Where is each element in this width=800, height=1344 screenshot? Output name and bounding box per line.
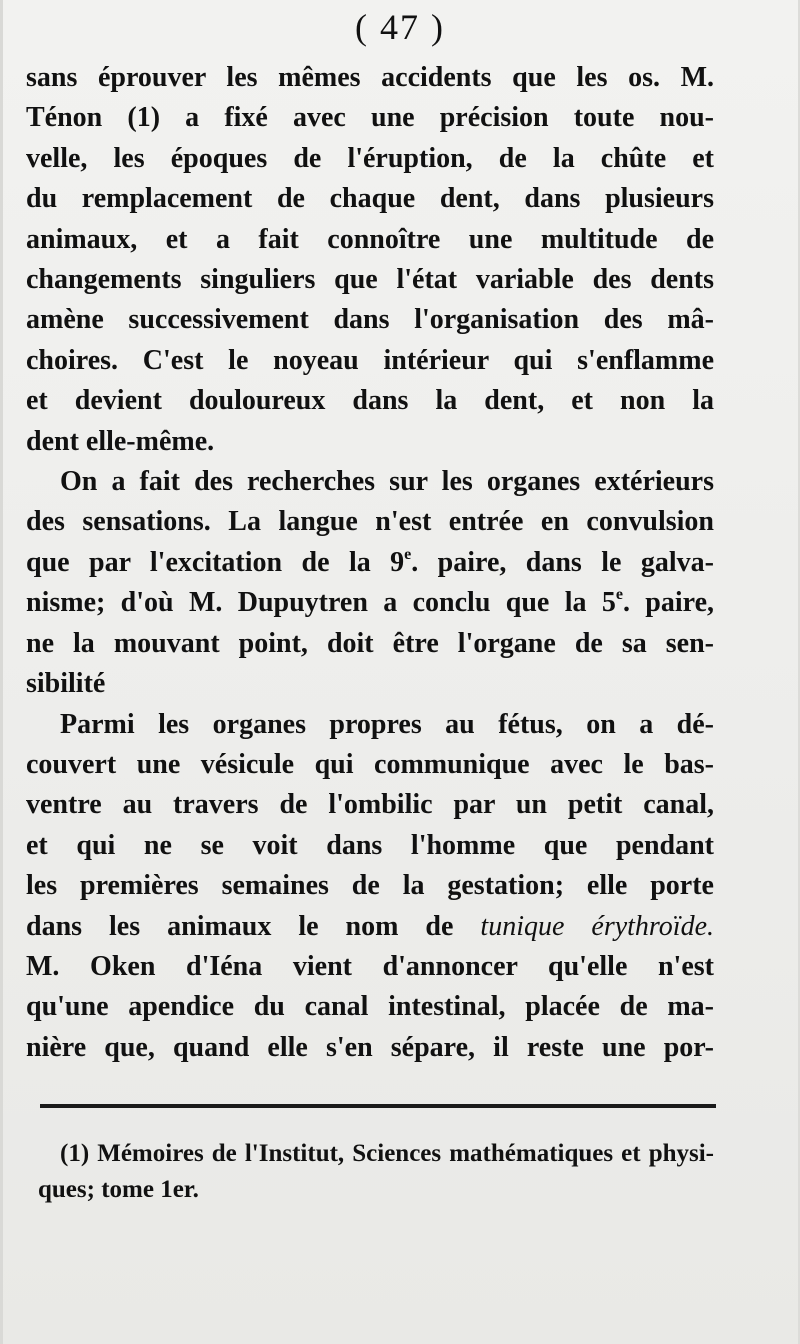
text-line: ventre au travers de l'ombilic par un petit canal, (26, 789, 714, 821)
footnote-line: ques; tome 1er. (38, 1176, 199, 1203)
text-line: du remplacement de chaque dent, dans plusieurs (26, 183, 714, 215)
footnote-rule (40, 1104, 716, 1108)
page-number: ( 47 ) (355, 7, 445, 47)
text-line: amène successivement dans l'organisation des mâ- (26, 304, 714, 336)
text-line: les premières semaines de la gestation; elle porte (26, 870, 714, 902)
text-line: et qui ne se voit dans l'homme que pendant (26, 829, 714, 861)
text-line: sibilité (26, 668, 106, 700)
text-line: et devient douloureux dans la dent, et non la (26, 385, 714, 417)
text-line: On a fait des recherches sur les organes extérieurs (60, 466, 714, 498)
text-segment: que par l'excitation de la 9 (26, 546, 405, 578)
italic-term: tunique érythroïde. (480, 910, 714, 942)
text-line: sans éprouver les mêmes accidents que les os. M. (26, 62, 714, 93)
text-line: choires. C'est le noyeau intérieur qui s'enflamme (26, 344, 714, 376)
superscript: e (404, 545, 412, 563)
text-segment: nisme; d'où M. Dupuytren a conclu que la 5 (26, 587, 616, 619)
text-line: animaux, et a fait connoître une multitude de (26, 223, 714, 255)
text-line (26, 907, 714, 947)
text-line: Parmi les organes propres au fétus, on a dé- (60, 708, 714, 740)
text-line: couvert une vésicule qui communique avec le bas- (26, 748, 714, 780)
footnote-line: (1) Mémoires de l'Institut, Sciences mathématiques et physi- (60, 1140, 714, 1167)
text-line: des sensations. La langue n'est entrée en convulsion (26, 506, 714, 538)
main-text (26, 58, 714, 1068)
paragraph-1 (26, 58, 714, 462)
text-line: dent elle-même. (26, 425, 215, 457)
footnote (38, 1136, 714, 1208)
text-line: changements singuliers que l'état variable des dents (26, 264, 714, 296)
superscript: e (615, 586, 623, 604)
text-line: velle, les époques de l'éruption, de la chûte et (26, 142, 714, 174)
paragraph-3 (26, 705, 714, 1069)
text-segment: dans les animaux le nom de (26, 910, 481, 942)
text-segment: . paire, (622, 587, 714, 619)
text-line: Ténon (1) a fixé avec une précision toute nou- (26, 102, 714, 134)
text-line: qu'une apendice du canal intestinal, placée de ma- (26, 991, 714, 1023)
text-line (26, 583, 714, 623)
text-line: ne la mouvant point, doit être l'organe de sa sen- (26, 627, 714, 659)
text-segment: . paire, dans le galva- (411, 546, 714, 578)
text-line (26, 543, 714, 583)
text-line: nière que, quand elle s'en sépare, il reste une por- (26, 1031, 714, 1063)
text-line: M. Oken d'Iéna vient d'annoncer qu'elle n'est (26, 950, 714, 982)
paragraph-2 (26, 462, 714, 704)
